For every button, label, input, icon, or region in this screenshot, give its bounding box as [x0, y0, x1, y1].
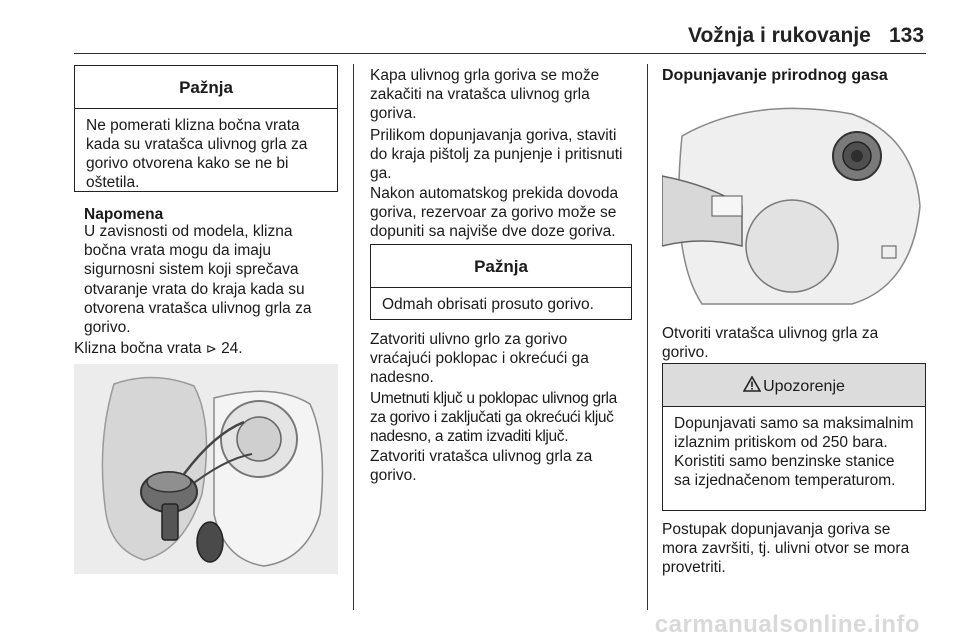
caution-title: Pažnja [75, 66, 337, 109]
fuel-cap-door-illustration [74, 364, 338, 574]
paragraph-lock-key: Umetnuti ključ u poklopac ulivnog grla za gorivo i zaključati ga okrećući ključ nadesno, a zatim izvaditi ključ. [370, 390, 617, 446]
warning-title: Upozorenje [763, 378, 845, 396]
section-title: Vožnja i rukovanje [688, 24, 871, 47]
page-number: 133 [889, 24, 925, 47]
column-divider-2 [647, 64, 648, 610]
warning-title-bar [663, 364, 925, 407]
paragraph-close-cap: Zatvoriti ulivno grlo za gorivo vraćajući poklopac i okrećući ga nadesno. [370, 331, 589, 387]
xref-text: Klizna bočna vrata [74, 340, 202, 357]
xref-page: 24. [221, 340, 243, 357]
paragraph-cap-hook: Kapa ulivnog grla goriva se može zakačiti na vratašca ulivnog grla goriva. [370, 67, 600, 123]
caution-title-middle: Pažnja [371, 245, 631, 288]
caution-box-left [74, 65, 338, 192]
paragraph-open-door: Otvoriti vratašca ulivnog grla za gorivo. [662, 325, 879, 362]
paragraph-ventilate: Postupak dopunjavanja goriva se mora završiti, tj. ulivni otvor se mora provetriti. [662, 521, 910, 577]
warning-text: Dopunjavati samo sa maksimalnim izlaznim pritiskom od 250 bara. Koristiti samo benzinske stanice sa izjednačenom temperaturom. [674, 415, 914, 489]
caution-text-middle: Odmah obrisati prosuto gorivo. [382, 296, 594, 313]
header-rule [74, 53, 926, 54]
note-body: U zavisnosti od modela, klizna bočna vrata mogu da imaju sigurnosni sistem koji sprečava otvaranje vrata do kraja kada su otvorena vratašca ulivnog grla za gorivo. [84, 223, 312, 337]
warning-box [662, 363, 926, 511]
note-title: Napomena [84, 206, 164, 223]
xref-arrow-icon: ⊳ [205, 341, 217, 356]
section-heading-gas: Dopunjavanje prirodnog gasa [662, 67, 888, 84]
watermark: carmanualsonline.info [654, 611, 920, 638]
caution-box-middle [370, 244, 632, 320]
paragraph-auto-cutoff: Nakon automatskog prekida dovoda goriva, rezervoar za gorivo može se dopuniti sa najviše dve doze goriva. [370, 185, 619, 241]
paragraph-close-door: Zatvoriti vratašca ulivnog grla za gorivo. [370, 448, 593, 485]
cross-reference [74, 339, 344, 358]
paragraph-nozzle: Prilikom dopunjavanja goriva, staviti do kraja pištolj za punjenje i pritisnuti ga. [370, 127, 623, 183]
warning-triangle-icon [743, 365, 761, 408]
gas-inlet-illustration [662, 96, 926, 308]
caution-text: Ne pomerati klizna bočna vrata kada su vratašca ulivnog grla za gorivo otvorena kako se ne bi oštetila. [86, 117, 308, 191]
column-divider-1 [353, 64, 354, 610]
